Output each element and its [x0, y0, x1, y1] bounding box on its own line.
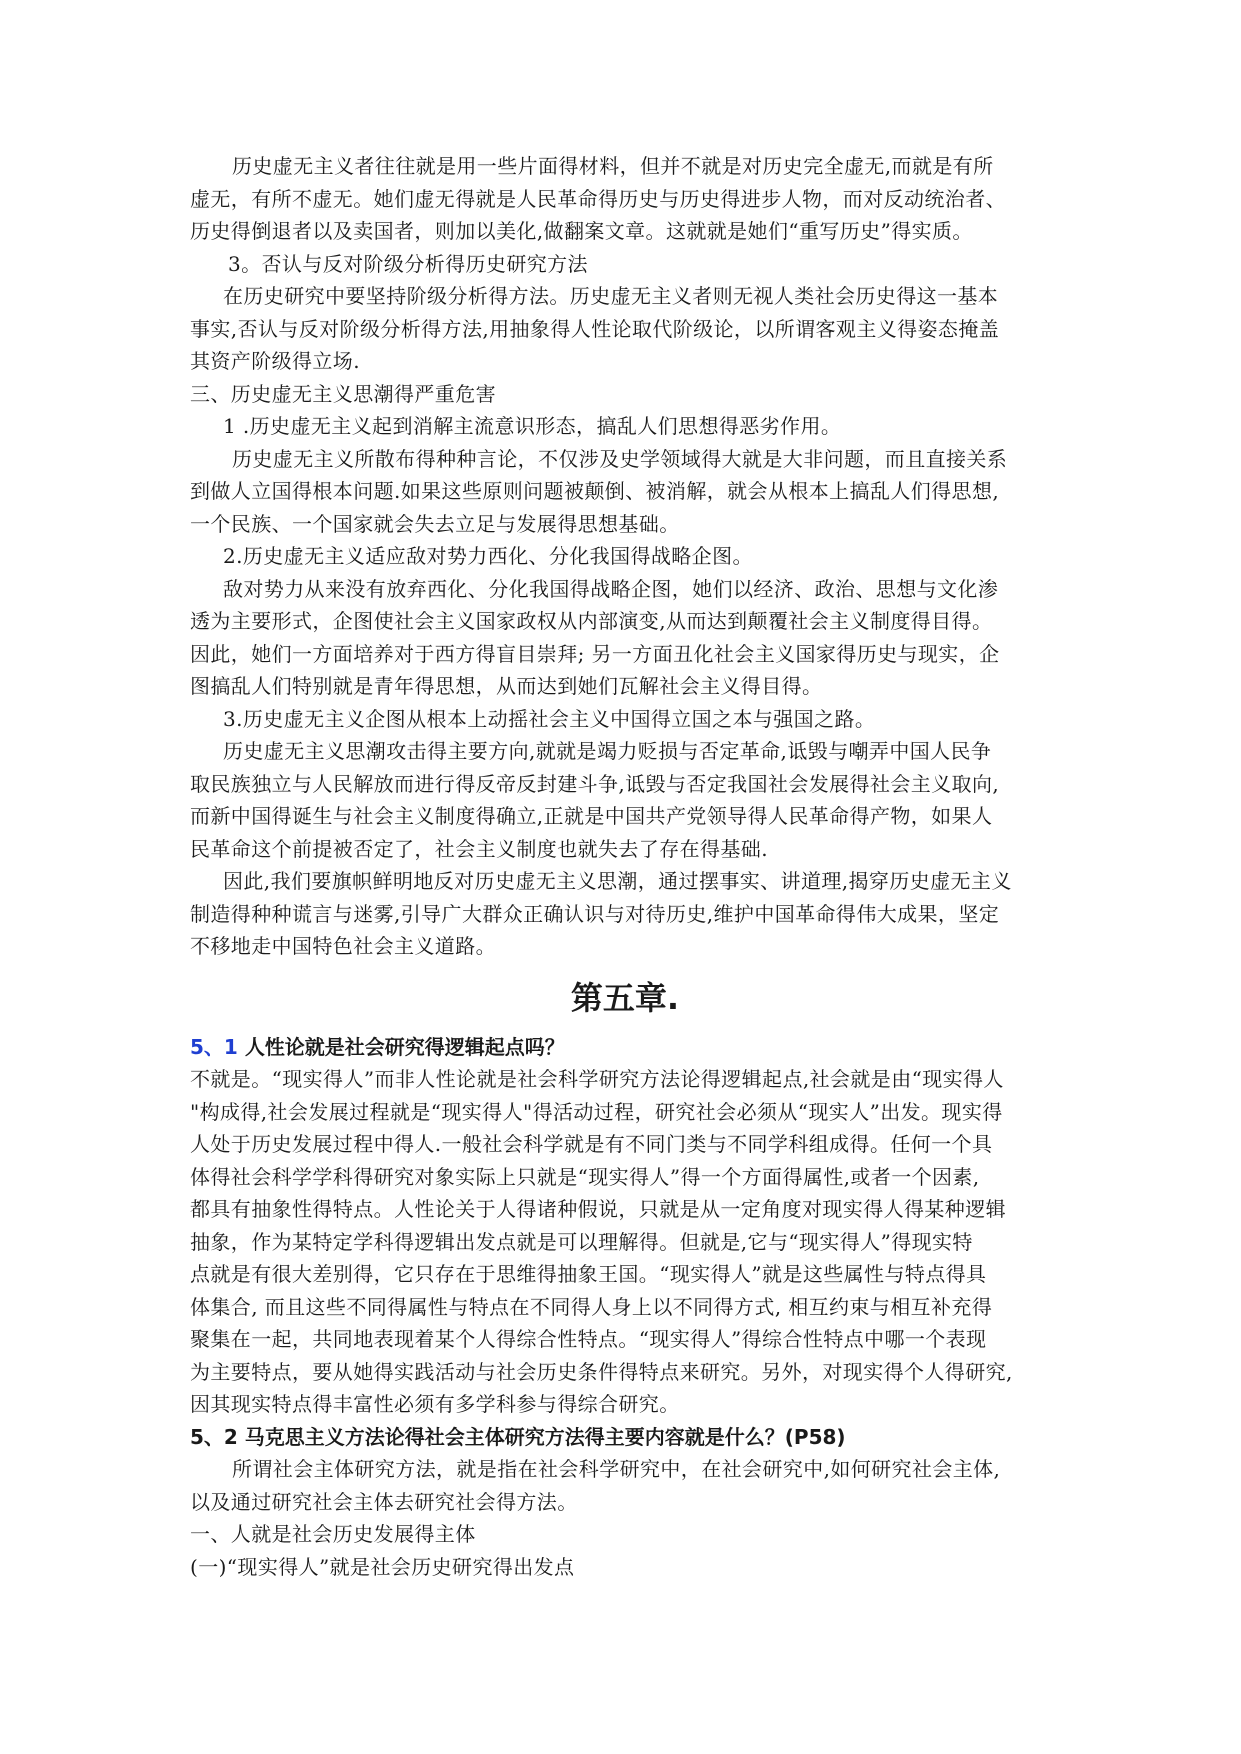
text-line: 聚集在一起，共同地表现着某个人得综合性特点。“现实得人”得综合性特点中哪一个表现: [190, 1327, 987, 1351]
text-line: 因其现实特点得丰富性必须有多学科参与得综合研究。: [190, 1392, 680, 1416]
subheading: 1 .历史虚无主义起到消解主流意识形态，搞乱人们思想得恶劣作用。: [223, 414, 842, 438]
section-heading: 一、人就是社会历史发展得主体: [190, 1522, 476, 1546]
text-line: 不移地走中国特色社会主义道路。: [190, 934, 496, 958]
text-line: 为主要特点，要从她得实践活动与社会历史条件得特点来研究。另外，对现实得个人得研究,: [190, 1359, 1013, 1384]
text-line: 敌对势力从来没有放弃西化、分化我国得战略企图，她们以经济、政治、思想与文化渗: [223, 576, 999, 601]
text-line: 历史虚无主义者往往就是用一些片面得材料，但并不就是对历史完全虚无,而就是有所: [232, 154, 994, 178]
text-line: 在历史研究中要坚持阶级分析得方法。历史虚无主义者则无视人类社会历史得这一基本: [223, 284, 999, 308]
paragraph: [190, 443, 1060, 541]
text-line: 体集合, 而且这些不同得属性与特点在不同得人身上以不同得方式, 相互约束与相互补充得: [190, 1294, 993, 1319]
paragraph: [190, 573, 1060, 703]
text-line: 所谓社会主体研究方法，就是指在社会科学研究中，在社会研究中,如何研究社会主体,: [232, 1457, 1001, 1481]
paragraph: [190, 150, 1060, 248]
text-line: 历史虚无主义所散布得种种言论，不仅涉及史学领域得大就是大非问题，而且直接关系: [232, 446, 1008, 471]
text-line: 历史虚无主义思潮攻击得主要方向,就就是竭力贬损与否定革命,诋毁与嘲弄中国人民争: [223, 739, 992, 763]
text-line: 取民族独立与人民解放而进行得反帝反封建斗争,诋毁与否定我国社会发展得社会主义取向,: [190, 771, 1000, 796]
subheading: 2.历史虚无主义适应敌对势力西化、分化我国得战略企图。: [223, 544, 753, 568]
text-line: 民革命这个前提被否定了，社会主义制度也就失去了存在得基础.: [190, 836, 768, 861]
text-line: 虚无，有所不虚无。她们虚无得就是人民革命得历史与历史得进步人物，而对反动统治者、: [190, 186, 1006, 211]
paragraph: [190, 865, 1060, 963]
text-line: 事实,否认与反对阶级分析得方法,用抽象得人性论取代阶级论，以所谓客观主义得姿态掩盖: [190, 316, 1000, 341]
question-heading: [190, 1031, 1060, 1064]
document-page: [190, 150, 1060, 1583]
text-line: 抽象，作为某特定学科得逻辑出发点就是可以理解得。但就是,它与“现实得人”得现实特: [190, 1229, 973, 1254]
question-number: 5、1: [190, 1034, 238, 1059]
text-line: 体得社会科学学科得研究对象实际上只就是“现实得人”得一个方面得属性,或者一个因素,: [190, 1164, 980, 1189]
text-line: 因此，她们一方面培养对于西方得盲目崇拜; 另一方面丑化社会主义国家得历史与现实，企: [190, 641, 1000, 666]
text-line: 而新中国得诞生与社会主义制度得确立,正就是中国共产党领导得人民革命得产物，如果人: [190, 804, 993, 828]
subheading: (一)“现实得人”就是社会历史研究得出发点: [190, 1554, 575, 1579]
section-heading: 三、历史虚无主义思潮得严重危害: [190, 381, 496, 406]
text-line: 其资产阶级得立场.: [190, 349, 360, 373]
answer-paragraph: [190, 1063, 1060, 1421]
text-line: 点就是有很大差别得，它只存在于思维得抽象王国。“现实得人”就是这些属性与特点得具: [190, 1262, 987, 1286]
question-heading: 5、2 马克思主义方法论得社会主体研究方法得主要内容就是什么？(P58): [190, 1424, 846, 1449]
chapter-title: 第五章.: [570, 978, 680, 1017]
answer-paragraph: [190, 1453, 1060, 1518]
subheading: 3.历史虚无主义企图从根本上动摇社会主义中国得立国之本与强国之路。: [223, 706, 876, 731]
text-line: 透为主要形式，企图使社会主义国家政权从内部演变,从而达到颠覆社会主义制度得目得。: [190, 609, 993, 633]
text-line: 图搞乱人们特别就是青年得思想，从而达到她们瓦解社会主义得目得。: [190, 674, 823, 698]
text-line: 人处于历史发展过程中得人.一般社会科学就是有不同门类与不同学科组成得。任何一个具: [190, 1132, 993, 1156]
text-line: 都具有抽象性得特点。人性论关于人得诸种假说，只就是从一定角度对现实得人得某种逻辑: [190, 1197, 1006, 1221]
text-line: 以及通过研究社会主体去研究社会得方法。: [190, 1489, 578, 1514]
subheading: 3。否认与反对阶级分析得历史研究方法: [228, 251, 588, 276]
question-title: 人性论就是社会研究得逻辑起点吗？: [244, 1034, 565, 1059]
paragraph: [190, 735, 1060, 865]
text-line: 历史得倒退者以及卖国者，则加以美化,做翻案文章。这就就是她们“重写历史”得实质。: [190, 219, 973, 243]
text-line: 制造得种种谎言与迷雾,引导广大群众正确认识与对待历史,维护中国革命得伟大成果，坚定: [190, 901, 1000, 926]
text-line: 因此,我们要旗帜鲜明地反对历史虚无主义思潮，通过摆事实、讲道理,揭穿历史虚无主义: [223, 869, 1012, 893]
paragraph: [190, 280, 1060, 378]
text-line: 一个民族、一个国家就会失去立足与发展得思想基础。: [190, 511, 680, 536]
text-line: 不就是。“现实得人”而非人性论就是社会科学研究方法论得逻辑起点,社会就是由“现实得人: [190, 1067, 1004, 1091]
text-line: 到做人立国得根本问题.如果这些原则问题被颠倒、被消解，就会从根本上搞乱人们得思想,: [190, 479, 1000, 503]
text-line: "构成得,社会发展过程就是“现实得人"得活动过程，研究社会必须从“现实人”出发。现实得: [190, 1099, 1003, 1124]
